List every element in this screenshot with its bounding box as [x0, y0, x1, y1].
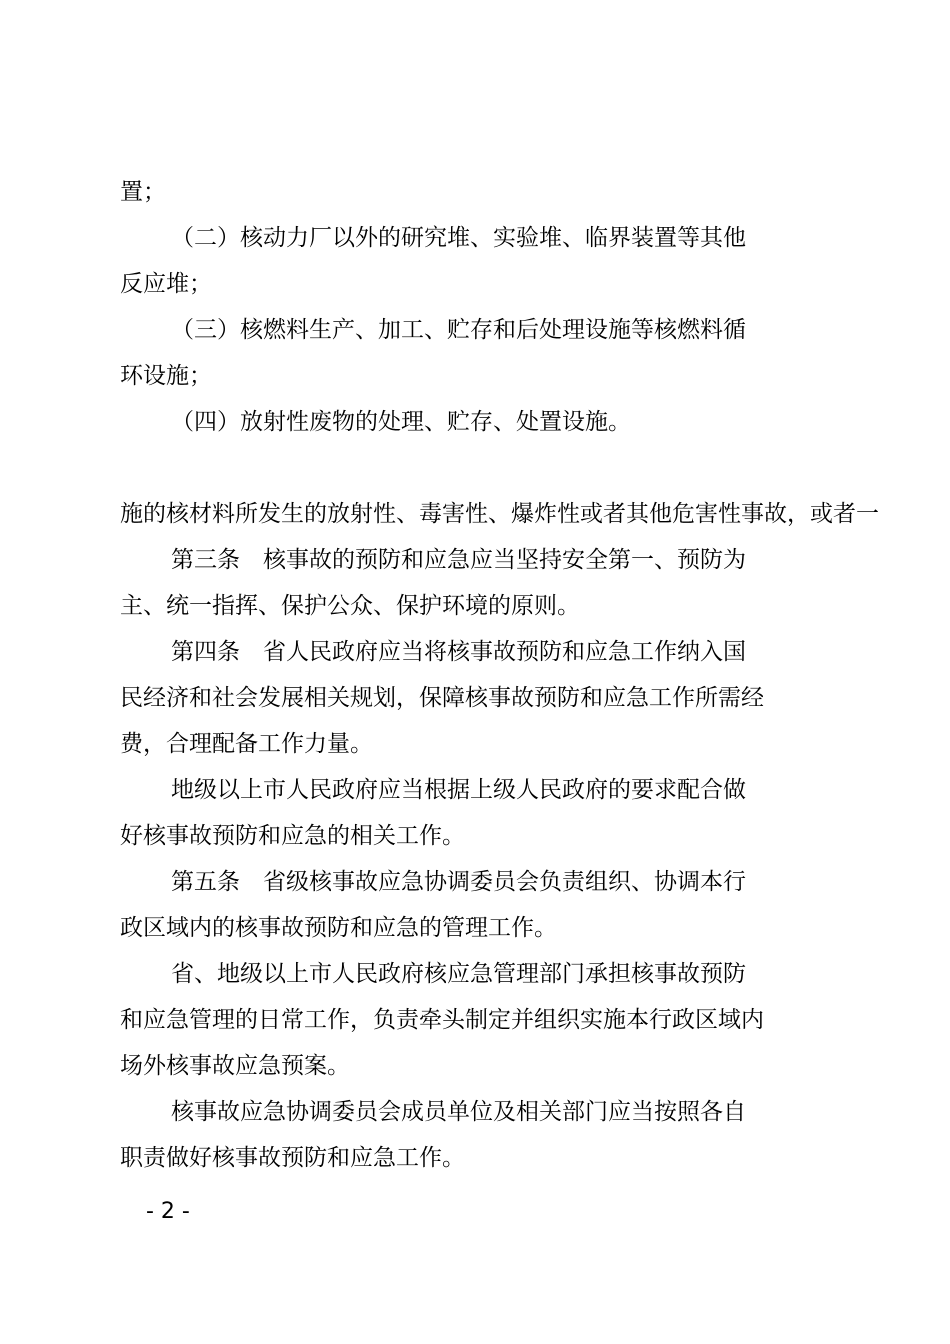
text-line: [0, 775, 950, 805]
text-line: [0, 1097, 950, 1127]
text-line: [0, 407, 950, 437]
line-text: 施的核材料所发生的放射性、毒害性、爆炸性或者其他危害性事故，或者一: [120, 501, 879, 527]
text-line: [0, 499, 950, 529]
line-text: 第三条 核事故的预防和应急应当坚持安全第一、预防为: [171, 547, 746, 573]
line-text: 好核事故预防和应急的相关工作。: [120, 823, 465, 849]
text-line: [0, 867, 950, 897]
line-text: （四）放射性废物的处理、贮存、处置设施。: [171, 409, 631, 435]
line-text: 置；: [120, 179, 166, 205]
text-line: [0, 729, 950, 759]
text-line: [0, 637, 950, 667]
line-text: 反应堆；: [120, 271, 212, 297]
text-line: [0, 1143, 950, 1173]
line-text: 地级以上市人民政府应当根据上级人民政府的要求配合做: [171, 777, 746, 803]
line-text: 民经济和社会发展相关规划，保障核事故预防和应急工作所需经: [120, 685, 764, 711]
line-text: （三）核燃料生产、加工、贮存和后处理设施等核燃料循: [171, 317, 746, 343]
line-text: 职责做好核事故预防和应急工作。: [120, 1145, 465, 1171]
text-line: [0, 177, 950, 207]
text-line: [0, 1051, 950, 1081]
line-text: 主、统一指挥、保护公众、保护环境的原则。: [120, 593, 580, 619]
text-line: [0, 913, 950, 943]
text-line: [0, 315, 950, 345]
line-text: 费，合理配备工作力量。: [120, 731, 373, 757]
line-text: （二）核动力厂以外的研究堆、实验堆、临界装置等其他: [171, 225, 746, 251]
page-number: - 2 -: [146, 1199, 190, 1224]
text-line: [0, 1005, 950, 1035]
line-text: 和应急管理的日常工作，负责牵头制定并组织实施本行政区域内: [120, 1007, 764, 1033]
text-line: [0, 545, 950, 575]
line-text: 环设施；: [120, 363, 212, 389]
text-line: [0, 361, 950, 391]
line-text: 省、地级以上市人民政府核应急管理部门承担核事故预防: [171, 961, 746, 987]
line-text: 核事故应急协调委员会成员单位及相关部门应当按照各自: [171, 1099, 746, 1125]
text-line: [0, 821, 950, 851]
line-text: 政区域内的核事故预防和应急的管理工作。: [120, 915, 557, 941]
line-text: 场外核事故应急预案。: [120, 1053, 350, 1079]
text-line: [0, 591, 950, 621]
line-text: 第五条 省级核事故应急协调委员会负责组织、协调本行: [171, 869, 746, 895]
text-line: [0, 683, 950, 713]
line-text: 第四条 省人民政府应当将核事故预防和应急工作纳入国: [171, 639, 746, 665]
text-line: [0, 959, 950, 989]
text-line: [0, 269, 950, 299]
text-line: [0, 223, 950, 253]
